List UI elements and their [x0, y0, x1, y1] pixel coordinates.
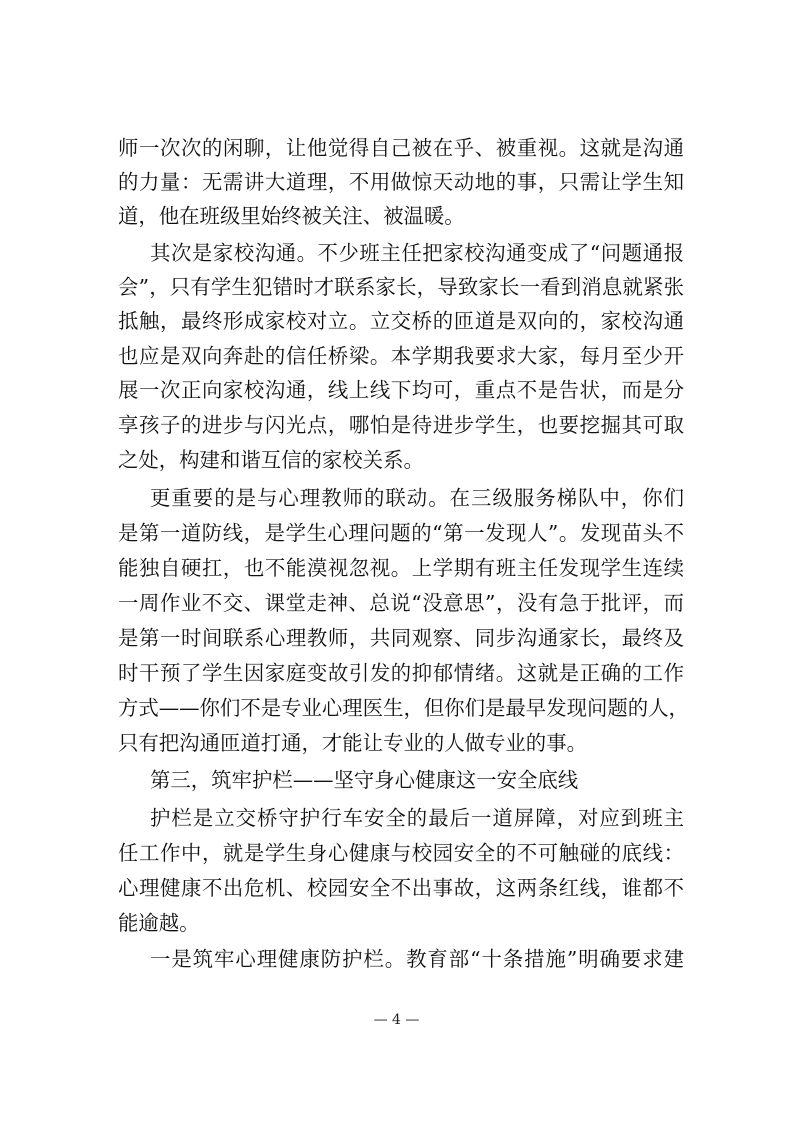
- text-line: 更重要的是与心理教师的联动。在三级服务梯队中，你们: [150, 486, 684, 510]
- text-line: 一周作业不交、课堂走神、总说“没意思”，没有急于批评，而: [118, 591, 684, 615]
- text-line: 的力量：无需讲大道理，不用做惊天动地的事，只需让学生知: [118, 170, 684, 194]
- text-line: 能独自硬扛，也不能漠视忽视。上学期有班主任发现学生连续: [118, 556, 684, 580]
- text-line: 时干预了学生因家庭变故引发的抑郁情绪。这就是正确的工作: [118, 661, 684, 685]
- text-line: 是第一道防线，是学生心理问题的“第一发现人”。发现苗头不: [118, 521, 684, 545]
- text-line: 师一次次的闲聊，让他觉得自己被在乎、被重视。这就是沟通: [118, 136, 684, 160]
- text-line: 享孩子的进步与闪光点，哪怕是待进步学生，也要挖掘其可取: [118, 413, 684, 437]
- text-line: 之处，构建和谐互信的家校关系。: [118, 448, 424, 472]
- text-line: 是第一时间联系心理教师，共同观察、同步沟通家长，最终及: [118, 626, 684, 650]
- text-line: 会”，只有学生犯错时才联系家长，导致家长一看到消息就紧张: [118, 275, 684, 299]
- text-line: 也应是双向奔赴的信任桥梁。本学期我要求大家，每月至少开: [118, 344, 684, 368]
- text-line: 只有把沟通匝道打通，才能让专业的人做专业的事。: [118, 731, 587, 755]
- text-line: 其次是家校沟通。不少班主任把家校沟通变成了“问题通报: [150, 241, 684, 265]
- text-line: 展一次正向家校沟通，线上线下均可，重点不是告状，而是分: [118, 378, 684, 402]
- text-line: 抵触，最终形成家校对立。立交桥的匝道是双向的，家校沟通: [118, 309, 684, 333]
- text-line: 护栏是立交桥守护行车安全的最后一道屏障，对应到班主: [150, 806, 684, 830]
- text-line: 方式——你们不是专业心理医生，但你们是最早发现问题的人，: [118, 696, 689, 720]
- text-line: 道，他在班级里始终被关注、被温暖。: [118, 204, 465, 228]
- text-line: 任工作中，就是学生身心健康与校园安全的不可触碰的底线：: [118, 841, 684, 865]
- text-line: 能逾越。: [118, 911, 200, 935]
- section-heading: 第三，筑牢护栏——坚守身心健康这一安全底线: [150, 768, 579, 792]
- text-line: 一是筑牢心理健康防护栏。教育部“十条措施”明确要求建: [150, 947, 684, 971]
- text-line: 心理健康不出危机、校园安全不出事故，这两条红线，谁都不: [118, 876, 684, 900]
- page-number: — 4 —: [373, 1012, 420, 1028]
